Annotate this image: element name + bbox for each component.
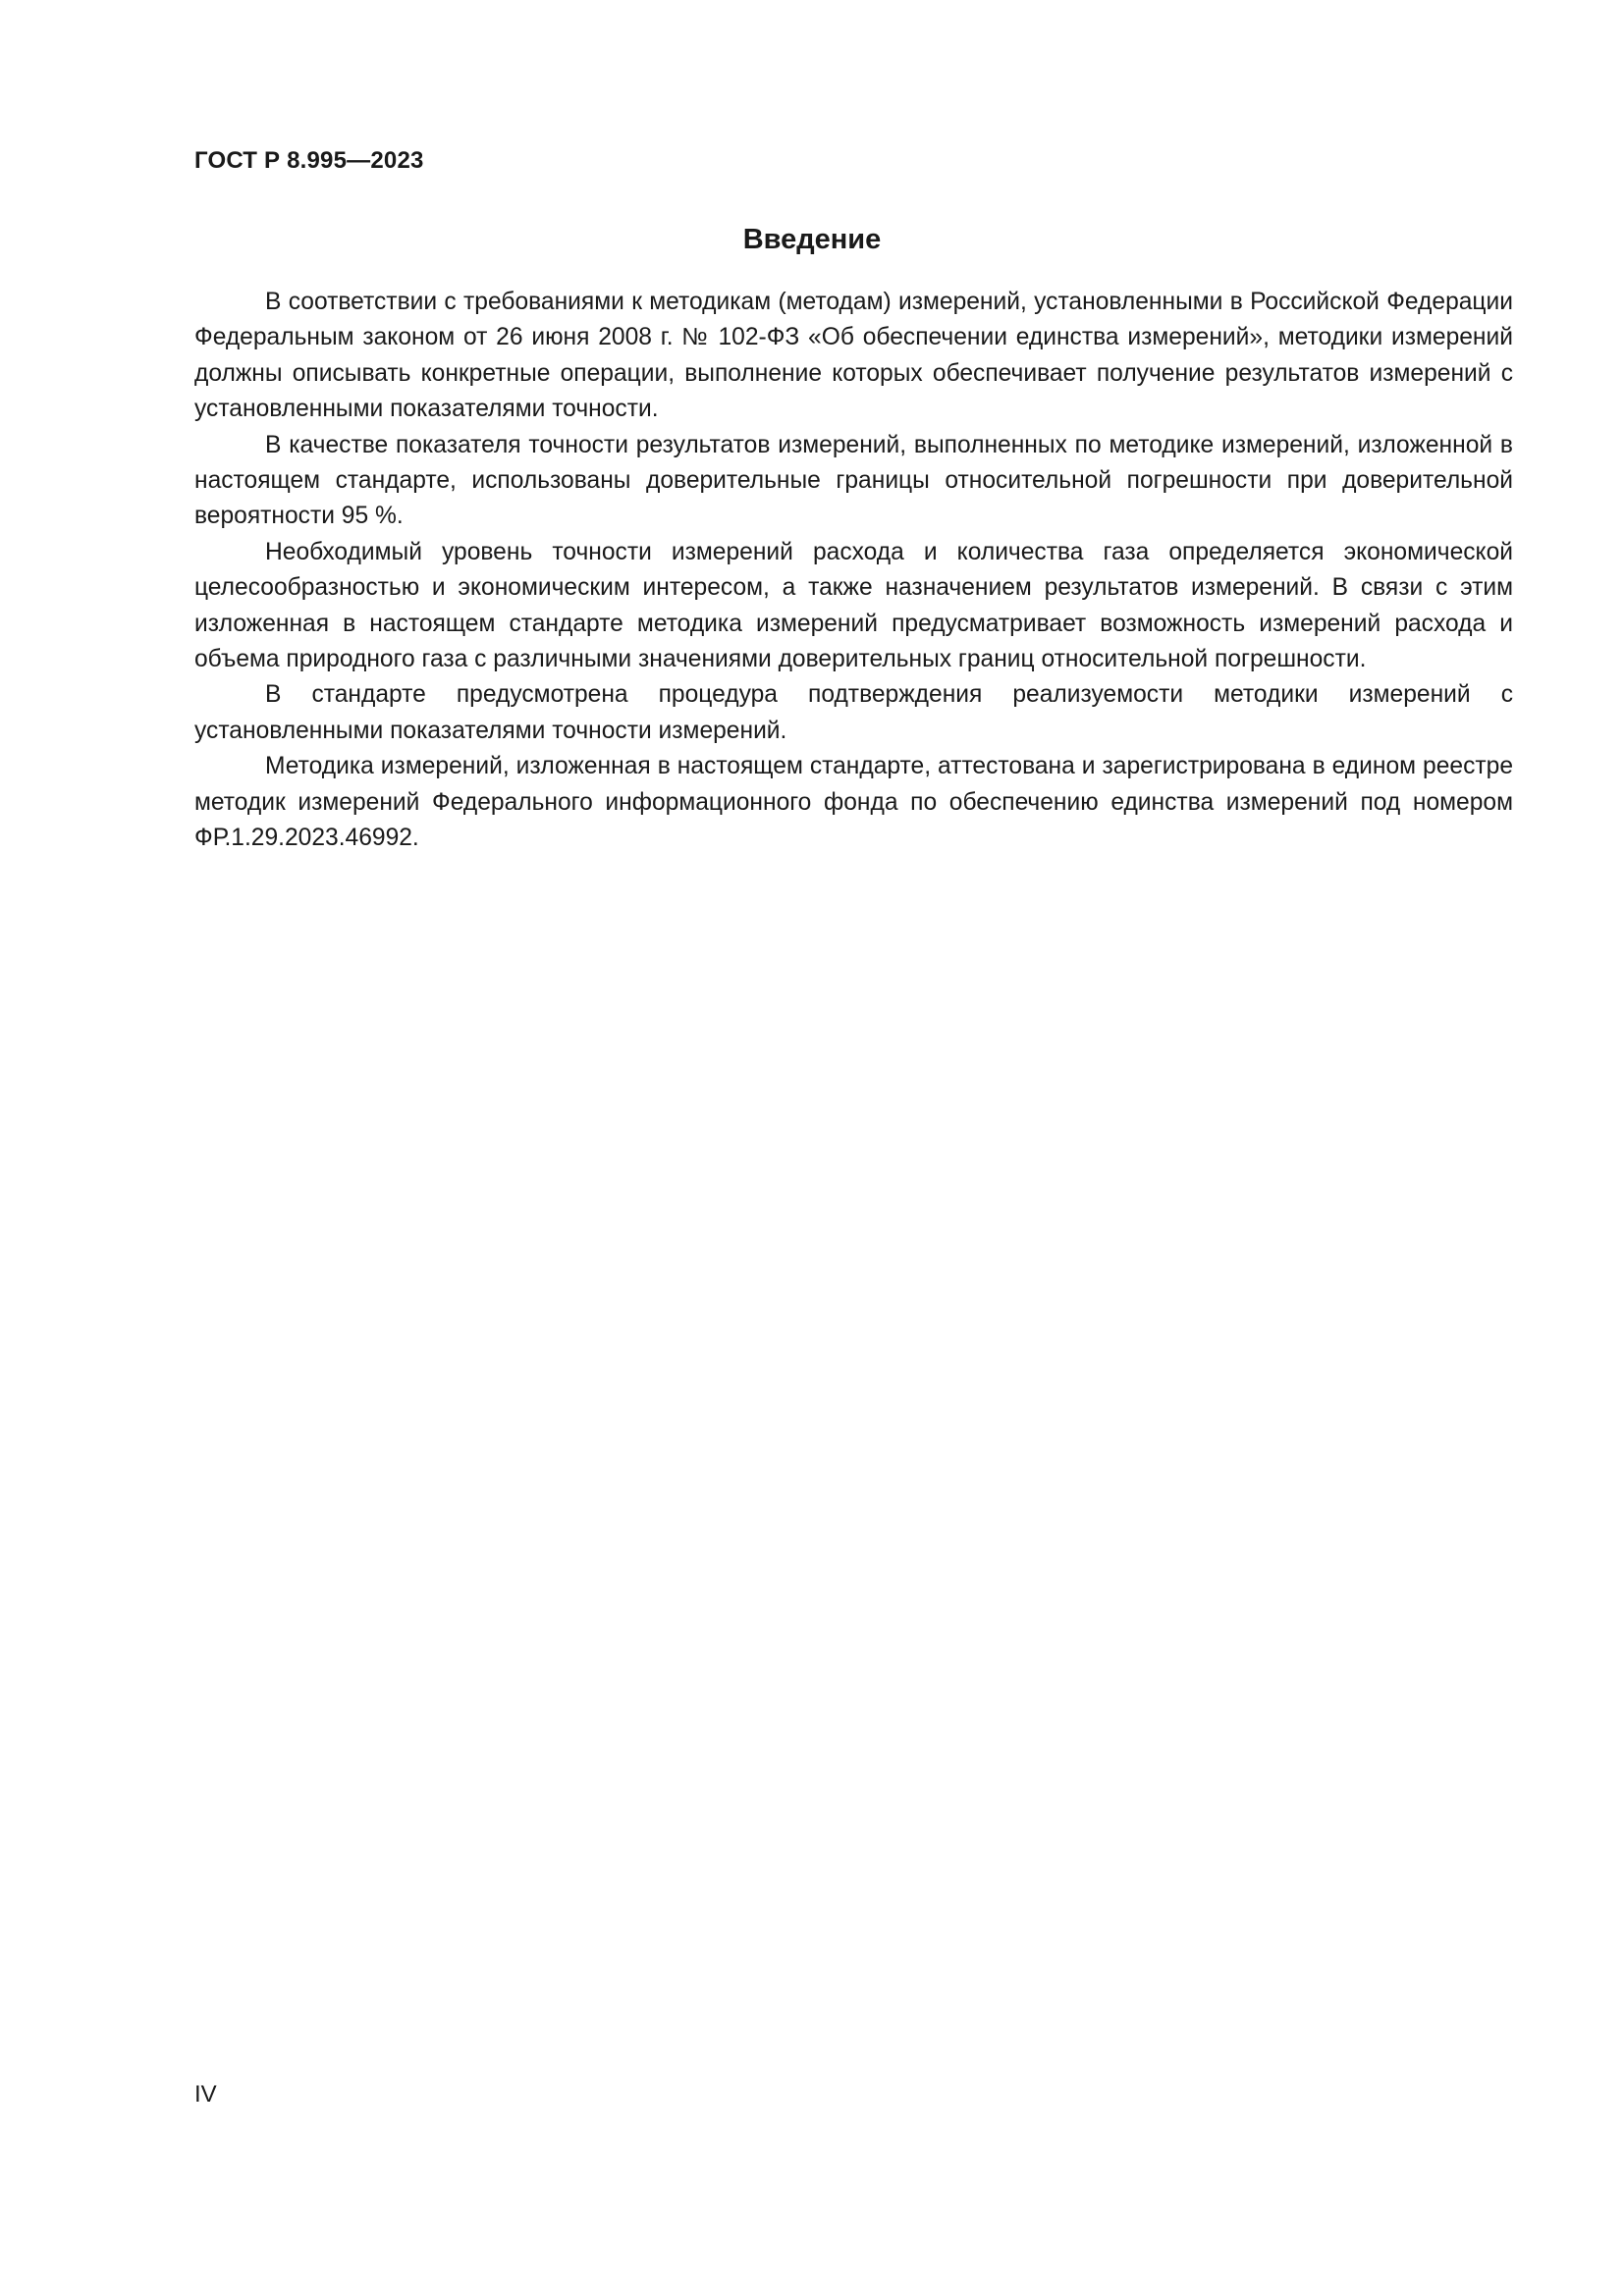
standard-id-header: ГОСТ Р 8.995—2023 (194, 147, 424, 174)
body-text (194, 285, 1513, 857)
section-title: Введение (742, 224, 882, 255)
paragraph-2: В качестве показателя точности результатов измерений, выполненных по методике измерений, изложенной в настоящем стандарте, использованы доверительные границы относительной погрешности при доверительной вероятности 95 %. (194, 431, 1513, 530)
paragraph-5: Методика измерений, изложенная в настоящем стандарте, аттестована и зарегистрирована в едином реестре методик измерений Федерального информационного фонда по обеспечению единства измерений под номером ФР.1.29.2023.46992. (194, 753, 1513, 852)
paragraph-3: Необходимый уровень точности измерений расхода и количества газа определяется экономической целесообразностью и экономическим интересом, а также назначением результатов измерений. В связи с этим изложенная в настоящем стандарте методика измерений предусматривает возможность измерений расхода и объема природного газа с различными значениями доверительных границ относительной погрешности. (194, 538, 1513, 673)
page-number: IV (194, 2081, 217, 2108)
paragraph-4: В стандарте предусмотрена процедура подтверждения реализуемости методики измерений с установленными показателями точности измерений. (194, 681, 1513, 744)
paragraph-1: В соответствии с требованиями к методикам (методам) измерений, установленными в Российской Федерации Федеральным законом от 26 июня 2008 г. № 102-ФЗ «Об обеспечении единства измерений», методики измерений должны описывать конкретные операции, выполнение которых обеспечивает получение результатов измерений с установленными показателями точности. (194, 289, 1513, 423)
